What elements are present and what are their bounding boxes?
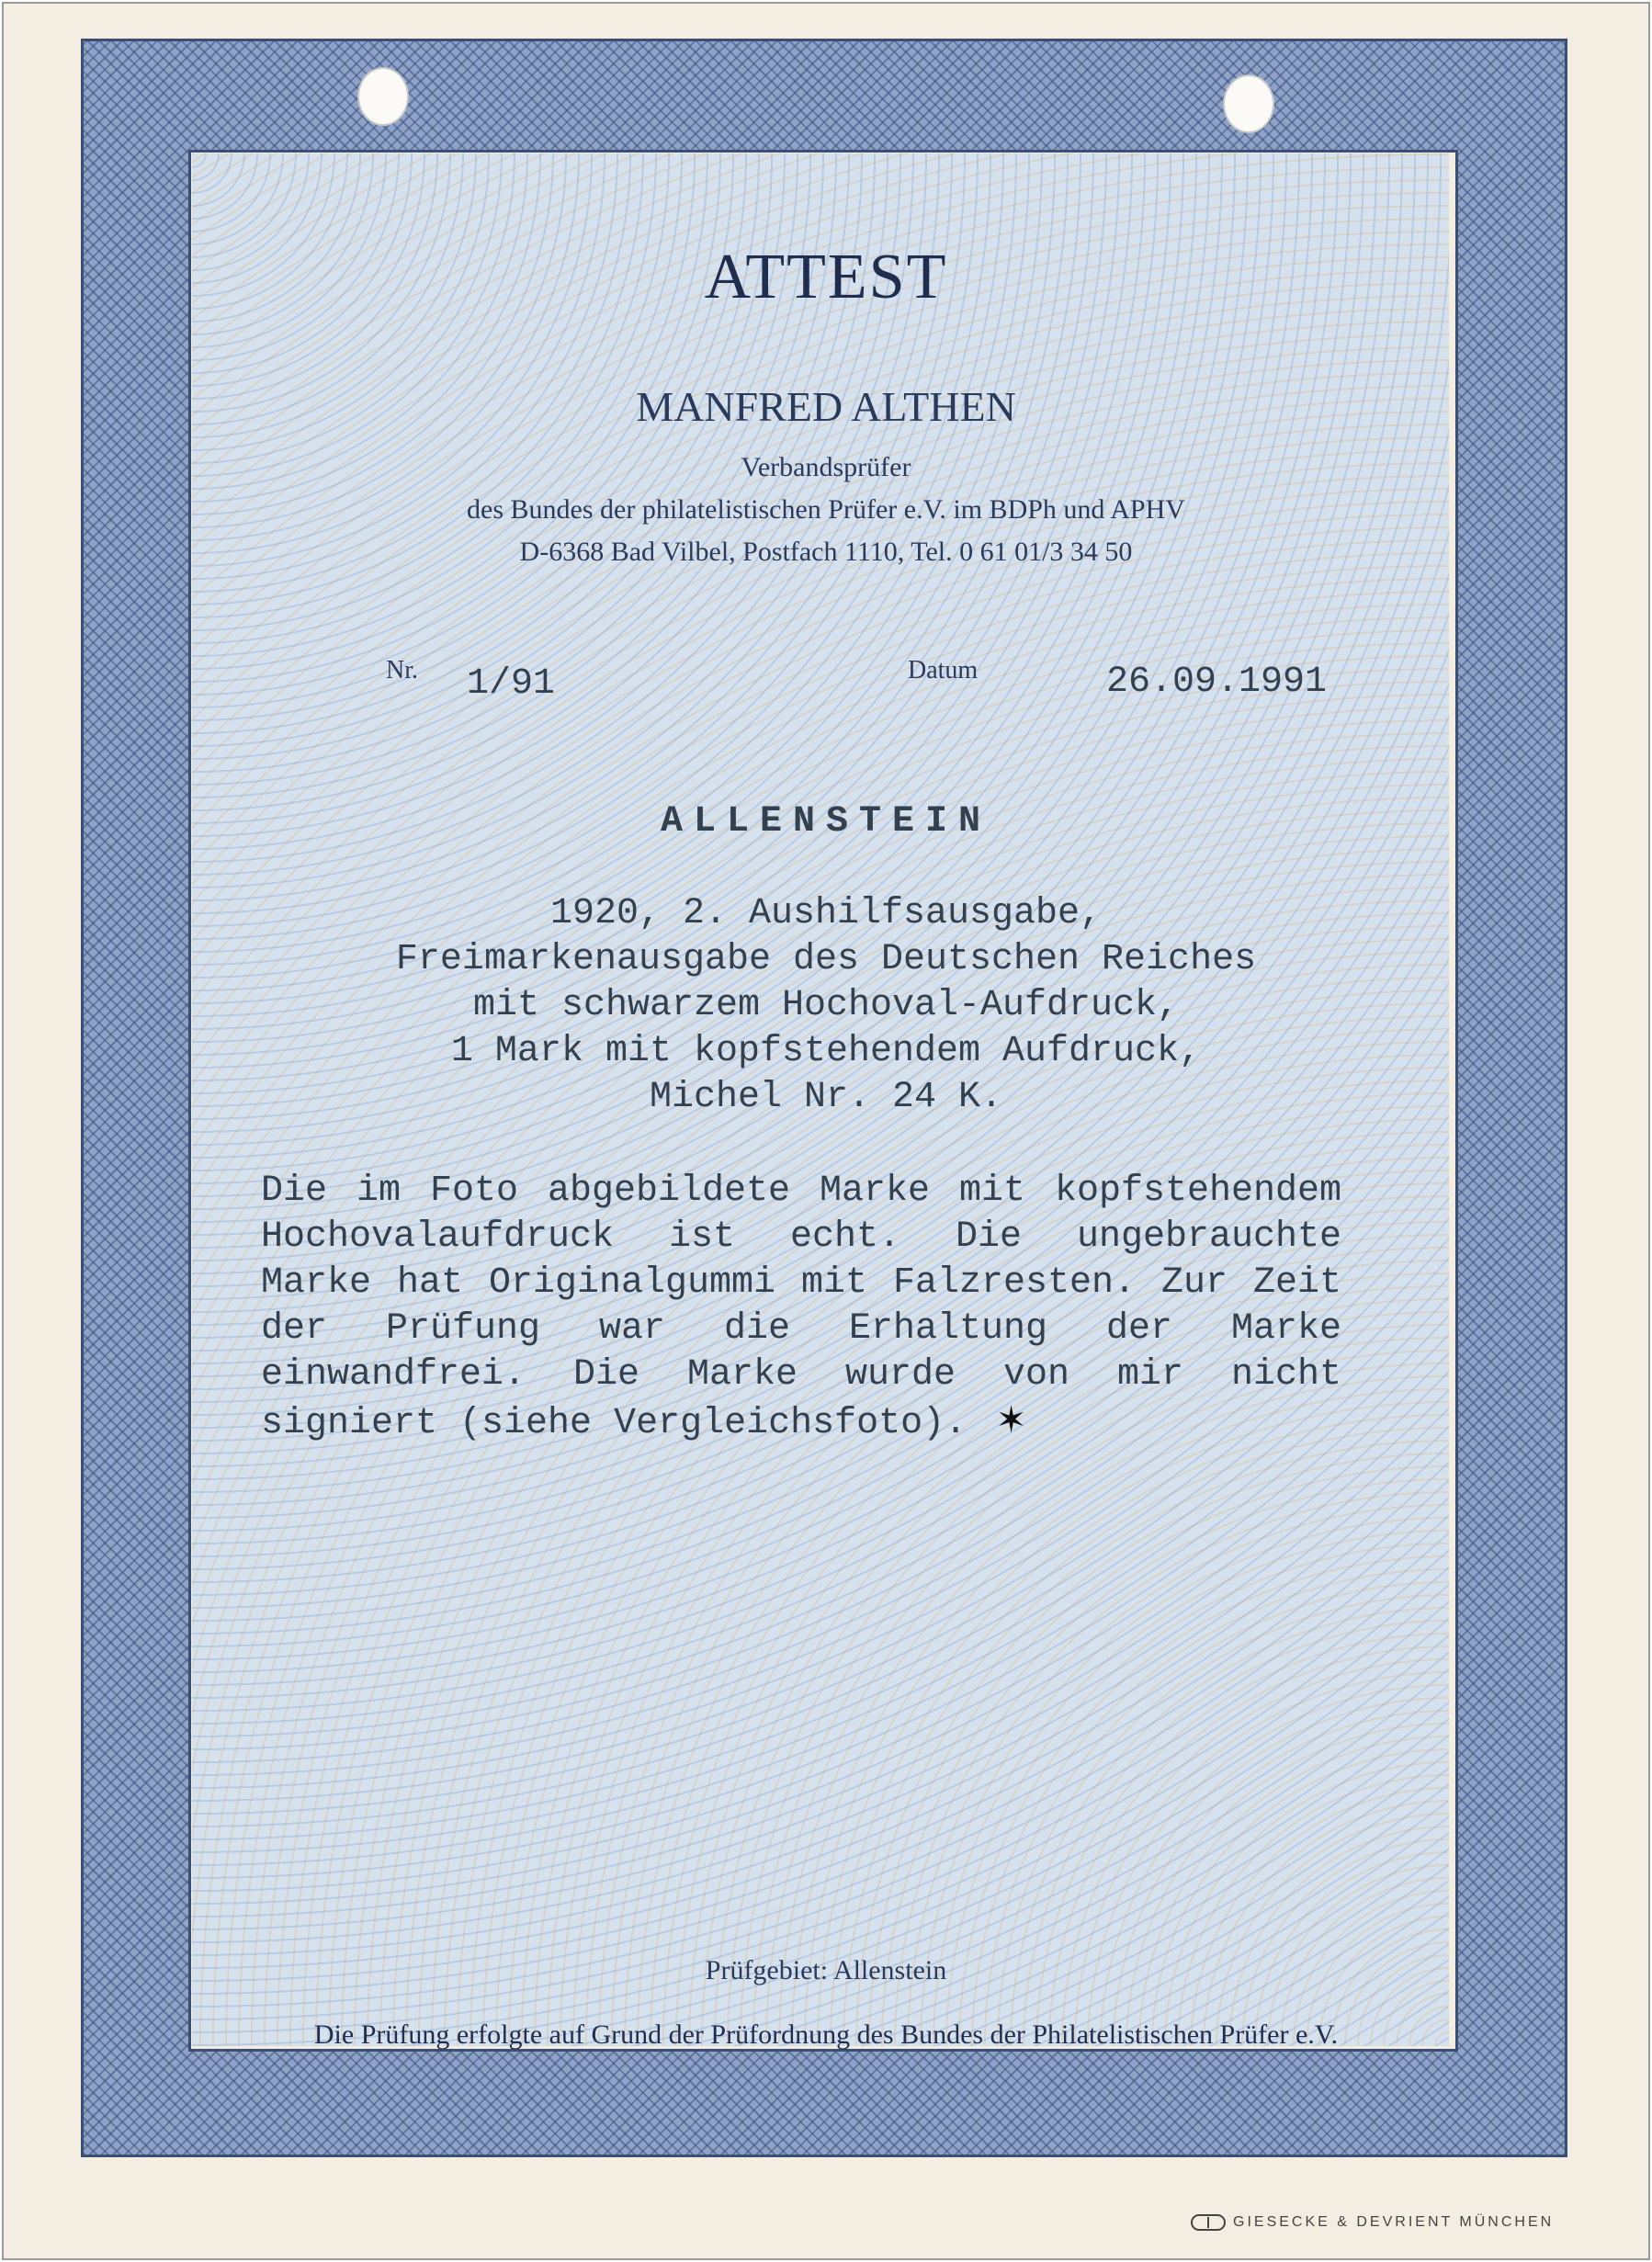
printer-imprint	[1191, 2214, 1554, 2231]
signature-mark: ✶	[998, 1397, 1025, 1446]
opinion-paragraph	[261, 1169, 1341, 1447]
printer-name: GIESECKE & DEVRIENT MÜNCHEN	[1233, 2214, 1555, 2231]
examiner-name: MANFRED ALTHEN	[636, 383, 1016, 430]
examiner-association: des Bundes der philatelistischen Prüfer e.V. im BDPh und APHV	[467, 494, 1185, 525]
nr-value: 1/91	[467, 663, 556, 705]
description-line: mit schwarzem Hochoval-Aufdruck,	[472, 985, 1180, 1026]
description-line: 1920, 2. Aushilfsausgabe,	[549, 893, 1103, 934]
punch-hole-left	[357, 67, 409, 126]
examination-basis: Die Prüfung erfolgte auf Grund der Prüfordnung des Bundes der Philatelistischen Prüfer e.V.	[313, 2019, 1339, 2050]
date-value: 26.09.1991	[1106, 662, 1328, 703]
examiner-role: Verbandsprüfer	[741, 452, 911, 482]
description-line: Michel Nr. 24 K.	[649, 1077, 1003, 1118]
nr-label: Nr.	[386, 656, 418, 684]
description-line: 1 Mark mit kopfstehendem Aufdruck,	[450, 1031, 1202, 1072]
examination-area: Prüfgebiet: Allenstein	[705, 1955, 947, 1985]
opinion-text: Die im Foto abgebildete Marke mit kopfstehendem Hochovalaufdruck ist echt. Die ungebrauchte Marke hat Originalgummi mit Falzresten. Zur Zeit der Prüfung war die Erhaltung der Marke einwandfrei. Die Marke wurde von mir nicht signiert (siehe Vergleichsfoto).	[261, 1171, 1341, 1444]
examiner-address: D-6368 Bad Vilbel, Postfach 1110, Tel. 0 61 01/3 34 50	[519, 537, 1133, 567]
printer-logo-icon	[1191, 2214, 1226, 2231]
punch-hole-right	[1223, 74, 1274, 133]
description-line: Freimarkenausgabe des Deutschen Reiches	[395, 939, 1257, 980]
stamp-heading: ALLENSTEIN	[660, 801, 992, 843]
date-label: Datum	[908, 656, 979, 684]
certificate-title: ATTEST	[704, 242, 948, 312]
